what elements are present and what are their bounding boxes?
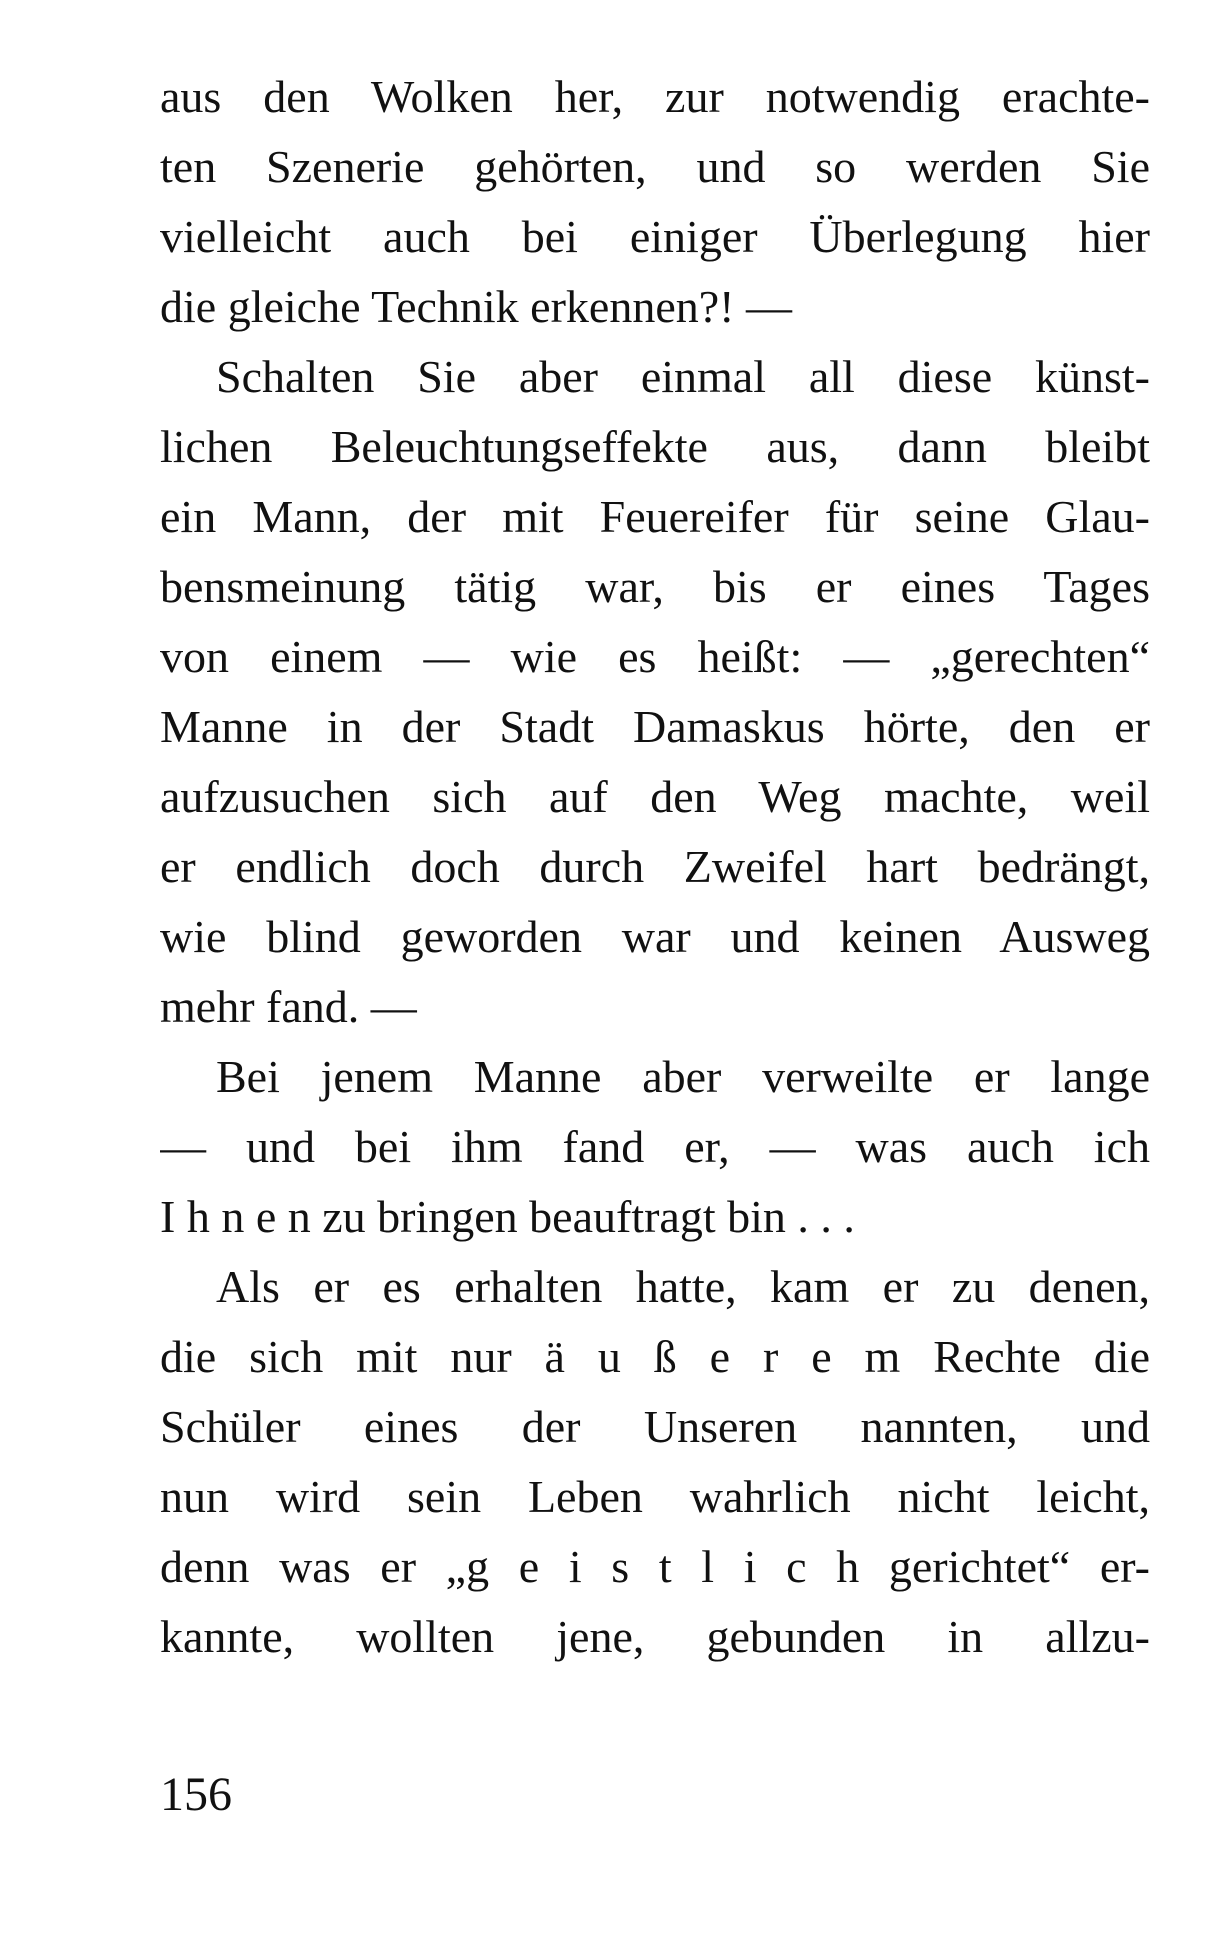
- page-number: 156: [160, 1768, 232, 1821]
- body-text: [160, 62, 1150, 1672]
- text-line: bensmeinung tätig war, bis er eines Tages: [160, 561, 1150, 612]
- text-line: Schüler eines der Unseren nannten, und: [160, 1401, 1150, 1452]
- text-line: kannte, wollten jene, gebunden in allzu-: [160, 1611, 1150, 1662]
- text-line: ein Mann, der mit Feuereifer für seine Glau-: [160, 491, 1150, 542]
- text-line: Bei jenem Manne aber verweilte er lange: [216, 1051, 1150, 1102]
- text-line: er endlich doch durch Zweifel hart bedrängt,: [160, 841, 1150, 892]
- text-line: aufzusuchen sich auf den Weg machte, weil: [160, 771, 1150, 822]
- text-line: von einem — wie es heißt: — „gerechten“: [160, 631, 1150, 682]
- text-line: — und bei ihm fand er, — was auch ich: [160, 1121, 1150, 1172]
- text-line: aus den Wolken her, zur notwendig erachte-: [160, 71, 1150, 122]
- text-line: I h n e n zu bringen beauftragt bin . . .: [160, 1191, 855, 1242]
- text-line: denn was er „g e i s t l i c h gerichtet“ er-: [160, 1541, 1150, 1592]
- text-line: die gleiche Technik erkennen?! —: [160, 281, 792, 332]
- text-line: Als er es erhalten hatte, kam er zu denen,: [216, 1261, 1150, 1312]
- text-line: wie blind geworden war und keinen Ausweg: [160, 911, 1150, 962]
- text-line: ten Szenerie gehörten, und so werden Sie: [160, 141, 1150, 192]
- text-line: vielleicht auch bei einiger Überlegung hier: [160, 211, 1150, 262]
- text-line: die sich mit nur ä u ß e r e m Rechte die: [160, 1331, 1150, 1382]
- text-line: Manne in der Stadt Damaskus hörte, den er: [160, 701, 1150, 752]
- text-line: mehr fand. —: [160, 981, 417, 1032]
- text-line: nun wird sein Leben wahrlich nicht leicht,: [160, 1471, 1150, 1522]
- text-line: lichen Beleuchtungseffekte aus, dann bleibt: [160, 421, 1150, 472]
- text-line: Schalten Sie aber einmal all diese künst-: [216, 351, 1150, 402]
